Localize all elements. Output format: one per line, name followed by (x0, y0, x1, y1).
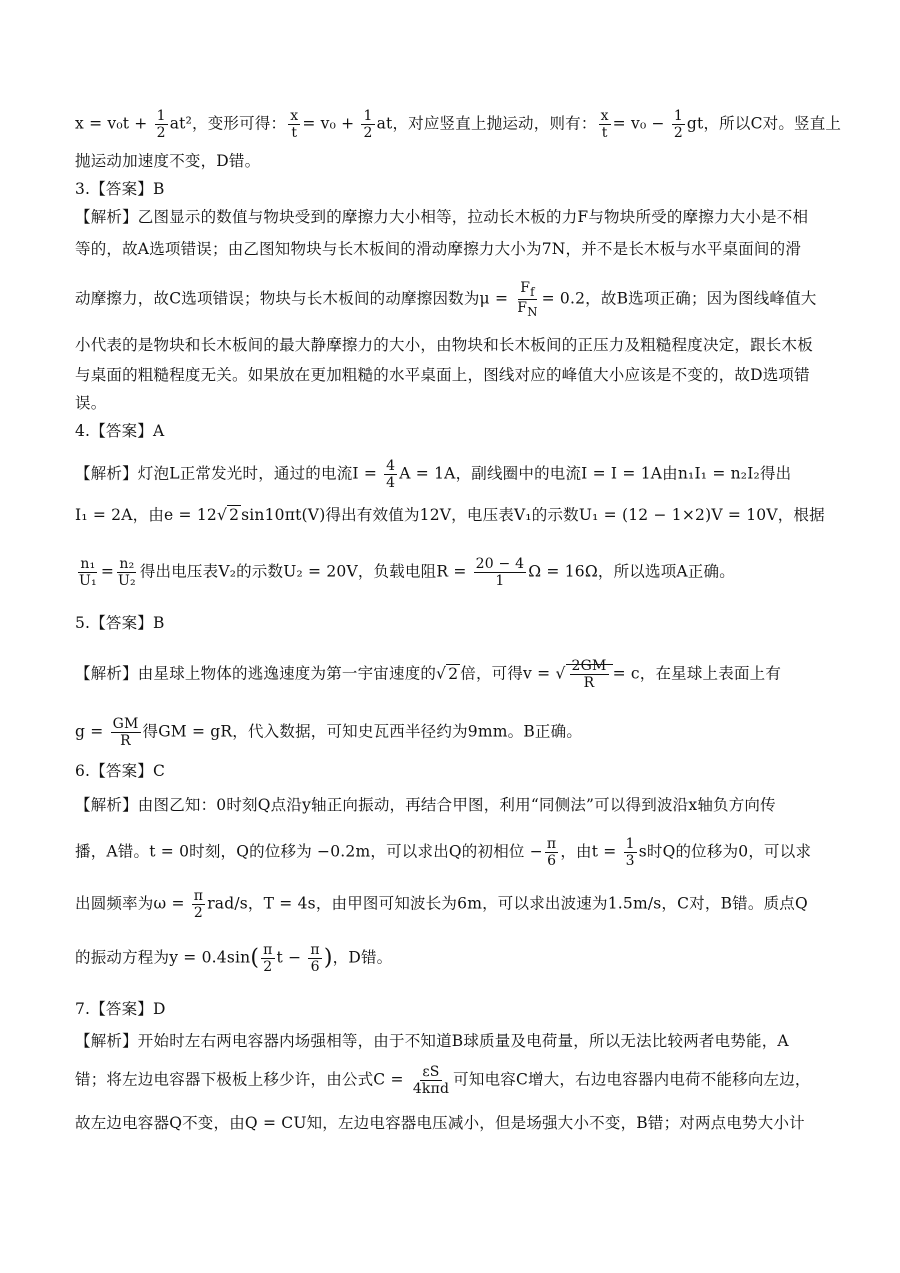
text-line: 出圆频率为ω = $\frac{\pi}{2}$ rad/s，T = 4s，由甲图可知波长为6m，可以求出波速为1.5m/s，C对，B错。质点Q (75, 888, 808, 922)
text-line: 与桌面的粗糙程度无关。如果放在更加粗糙的水平桌面上，图线对应的峰值大小应该是不变的，故D选项错 (75, 366, 810, 384)
fraction: $\frac{1}{2}$ (363, 108, 373, 142)
text-line: 抛运动加速度不变，D错。 (75, 152, 261, 170)
text-line: 【解析】开始时左右两电容器内场强相等，由于不知道B球质量及电荷量，所以无法比较两者电势能，A (75, 1032, 789, 1050)
fraction: $\frac{x}{t}$ (290, 108, 299, 142)
fraction: $\frac{\pi}{2}$ (263, 942, 273, 976)
fraction: $\frac{20 - 4}{1}$ (475, 556, 525, 590)
fraction: $\frac{2GM}{R}$ (571, 658, 607, 692)
text-line: 【解析】由图乙知：0时刻Q点沿y轴正向振动，再结合甲图，利用“同侧法”可以得到波沿x轴负方向传 (75, 796, 776, 814)
answer-heading: 5.【答案】B (75, 614, 165, 632)
text-line: $\frac{\text{n₁}}{\text{U₁}}$ = $\frac{\text{n₂}}{\text{U₂}}$ 得出电压表V₂的示数U₂ = 20V，负载电阻R = $\frac{20 - 4}{1}$ Ω = 16Ω，所以选项A正确。 (79, 556, 735, 590)
fraction: $\frac{\text{n₂}}{\text{U₂}}$ (118, 556, 136, 590)
fraction: $\frac{\pi}{6}$ (310, 942, 320, 976)
fraction: $\frac{\pi}{6}$ (546, 836, 557, 870)
fraction: $\frac{\pi}{2}$ (193, 888, 204, 922)
text-line: 播，A错。t = 0时刻，Q的位移为 −0.2m，可以求出Q的初相位 − $\frac{\pi}{6}$ ，由t = $\frac{1}{3}$ s时Q的位移为0，可以求 (75, 836, 812, 870)
fraction: $\frac{1}{3}$ (625, 836, 635, 870)
fraction: $\frac{\text{n₁}}{\text{U₁}}$ (79, 556, 97, 590)
text-line: g = $\frac{GM}{R}$ 得GM = gR，代入数据，可知史瓦西半径约为9mm。B正确。 (75, 716, 583, 750)
text-line: 误。 (75, 394, 107, 412)
text-line: 动摩擦力，故C选项错误；物块与长木板间的动摩擦因数为μ = $\frac{F_f}{F_N}$ = 0.2，故B选项正确；因为图线峰值大 (75, 280, 817, 320)
answer-heading: 4.【答案】A (75, 422, 165, 440)
text-line: 【解析】乙图显示的数值与物块受到的摩擦力大小相等，拉动长木板的力F与物块所受的摩擦力大小是不相 (75, 208, 809, 226)
fraction: $\frac{1}{2}$ (673, 108, 683, 142)
text-line: 等的，故A选项错误；由乙图知物块与长木板间的滑动摩擦力大小为7N，并不是长木板与水平桌面间的滑 (75, 240, 802, 258)
fraction: $\frac{\varepsilon S}{\text{4kπd}}$ (412, 1064, 450, 1098)
text-line: 小代表的是物块和长木板间的最大静摩擦力的大小，由物块和长木板间的正压力及粗糙程度决定，跟长木板 (75, 336, 813, 354)
text-line: x = v₀t + $\frac{1}{2}$ at²，变形可得： $\frac{x}{t}$ = v₀ + $\frac{1}{2}$ at，对应竖直上抛运动，则有： $\frac{x}{t}$ = v₀ − $\frac{1}{2}$ gt，所以C对。竖直上 (75, 108, 842, 142)
answer-heading: 7.【答案】D (75, 1000, 166, 1018)
fraction: $\frac{F_f}{F_N}$ (517, 280, 538, 320)
text-line: 故左边电容器Q不变，由Q = CU知，左边电容器电压减小，但是场强大小不变，B错；对两点电势大小计 (75, 1114, 805, 1132)
text-line: 的振动方程为y = 0.4sin( $\frac{\pi}{2}$ t − $\frac{\pi}{6}$ )，D错。 (75, 942, 393, 976)
fraction: $\frac{GM}{R}$ (112, 716, 139, 750)
fraction: $\frac{4}{4}$ (386, 458, 396, 492)
text-line: 错；将左边电容器下极板上移少许，由公式C = $\frac{\varepsilon S}{\text{4kπd}}$ 可知电容C增大，右边电容器内电荷不能移向左边， (75, 1064, 811, 1098)
fraction: $\frac{x}{t}$ (600, 108, 609, 142)
answer-heading: 6.【答案】C (75, 762, 166, 780)
text-line: 【解析】由星球上物体的逃逸速度为第一宇宙速度的√ 2 倍，可得v = √ $\frac{2GM}{R}$ = c，在星球上表面上有 (75, 658, 782, 692)
fraction: $\frac{1}{2}$ (156, 108, 166, 142)
text-line: 【解析】灯泡L正常发光时，通过的电流I = $\frac{4}{4}$ A = 1A，副线圈中的电流I = I = 1A由n₁I₁ = n₂I₂得出 (75, 458, 792, 492)
text-line: I₁ = 2A，由e = 12√ 2 sin10πt(V)得出有效值为12V，电压表V₁的示数U₁ = (12 − 1×2)V = 10V，根据 (75, 506, 825, 524)
answer-heading: 3.【答案】B (75, 180, 165, 198)
